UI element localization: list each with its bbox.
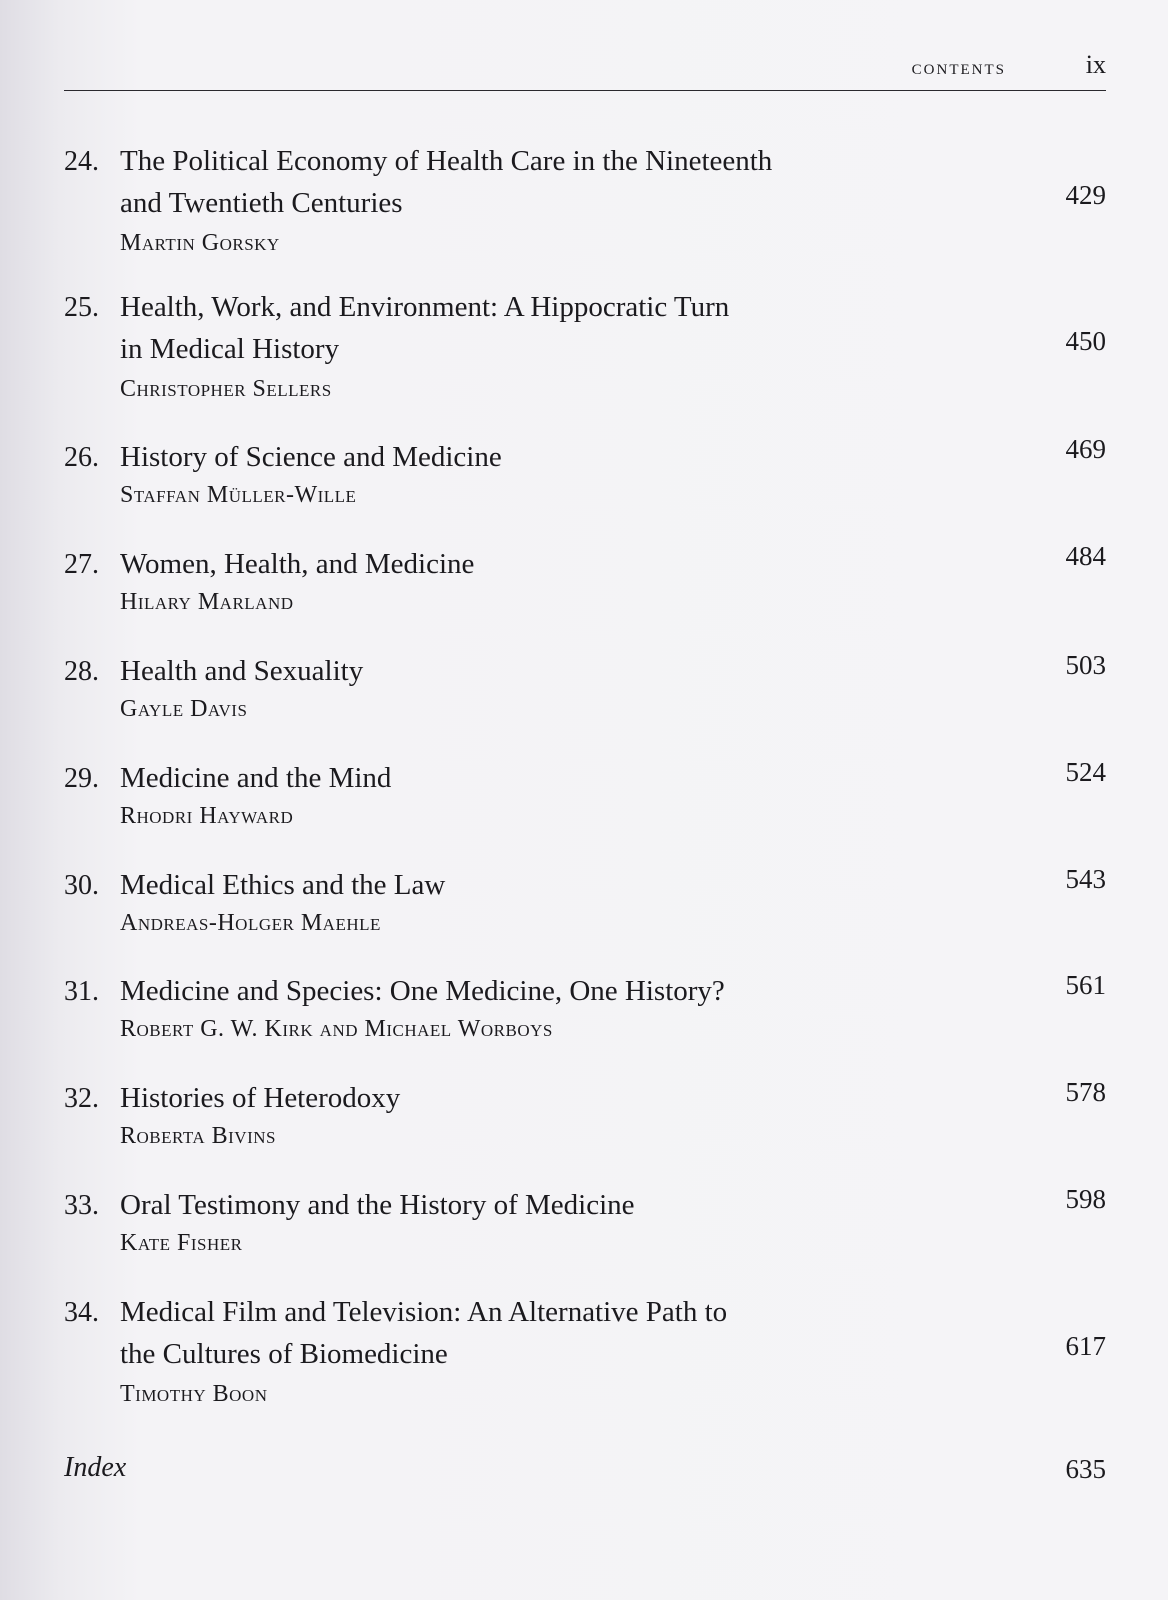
chapter-page: 561 bbox=[1065, 970, 1106, 1000]
index-page: 635 bbox=[1065, 1454, 1106, 1484]
chapter-title bbox=[120, 650, 940, 692]
chapter-number: 24. bbox=[64, 146, 99, 177]
chapter-author: Martin Gorsky bbox=[120, 230, 280, 256]
chapter-author: Kate Fisher bbox=[120, 1230, 243, 1256]
chapter-title bbox=[120, 1077, 940, 1119]
chapter-title-line: Medical Ethics and the Law bbox=[120, 869, 446, 901]
chapter-title-line: Medicine and Species: One Medicine, One History? bbox=[120, 975, 725, 1007]
chapter-title bbox=[120, 1291, 940, 1375]
chapter-page: 484 bbox=[1065, 541, 1106, 571]
chapter-page: 598 bbox=[1065, 1184, 1106, 1214]
chapter-title-line: in Medical History bbox=[120, 333, 340, 365]
chapter-number: 25. bbox=[64, 292, 99, 323]
chapter-title bbox=[120, 436, 940, 478]
chapter-title-line: Histories of Heterodoxy bbox=[120, 1082, 401, 1114]
chapter-page: 450 bbox=[1065, 326, 1106, 356]
chapter-number: 33. bbox=[64, 1190, 99, 1221]
chapter-title bbox=[120, 864, 940, 906]
chapter-title bbox=[120, 970, 940, 1012]
chapter-author: Robert G. W. Kirk and Michael Worboys bbox=[120, 1016, 553, 1042]
page-number: ix bbox=[1085, 50, 1106, 79]
chapter-number: 29. bbox=[64, 763, 99, 794]
chapter-page: 524 bbox=[1065, 757, 1106, 787]
chapter-author: Rhodri Hayward bbox=[120, 803, 294, 829]
chapter-number: 30. bbox=[64, 870, 99, 901]
chapter-title-line: Medicine and the Mind bbox=[120, 762, 392, 794]
chapter-number: 26. bbox=[64, 442, 99, 473]
index-label: Index bbox=[64, 1452, 127, 1483]
chapter-page: 543 bbox=[1065, 864, 1106, 894]
chapter-number: 28. bbox=[64, 656, 99, 687]
chapter-title-line: Women, Health, and Medicine bbox=[120, 548, 475, 580]
chapter-title-line: History of Science and Medicine bbox=[120, 441, 502, 473]
chapter-page: 469 bbox=[1065, 434, 1106, 464]
chapter-number: 32. bbox=[64, 1083, 99, 1114]
chapter-author: Hilary Marland bbox=[120, 589, 294, 615]
chapter-title bbox=[120, 1184, 940, 1226]
chapter-author: Christopher Sellers bbox=[120, 376, 332, 402]
chapter-author: Timothy Boon bbox=[120, 1381, 268, 1407]
page-header bbox=[64, 48, 1106, 91]
chapter-number: 34. bbox=[64, 1297, 99, 1328]
chapter-title-line: and Twentieth Centuries bbox=[120, 187, 403, 219]
chapter-title bbox=[120, 757, 940, 799]
chapter-number: 27. bbox=[64, 549, 99, 580]
chapter-title bbox=[120, 543, 940, 585]
chapter-title-line: Health and Sexuality bbox=[120, 655, 364, 687]
chapter-author: Staffan Müller-Wille bbox=[120, 482, 357, 508]
chapter-title-line: Medical Film and Television: An Alternative Path to bbox=[120, 1296, 728, 1328]
chapter-title bbox=[120, 140, 940, 224]
chapter-page: 429 bbox=[1065, 180, 1106, 210]
chapter-title-line: Health, Work, and Environment: A Hippocratic Turn bbox=[120, 291, 730, 323]
chapter-author: Roberta Bivins bbox=[120, 1123, 276, 1149]
running-head: contents bbox=[911, 54, 1006, 79]
chapter-page: 578 bbox=[1065, 1077, 1106, 1107]
chapter-title-line: the Cultures of Biomedicine bbox=[120, 1338, 448, 1370]
chapter-page: 617 bbox=[1065, 1331, 1106, 1361]
chapter-number: 31. bbox=[64, 976, 99, 1007]
chapter-author: Gayle Davis bbox=[120, 696, 248, 722]
chapter-page: 503 bbox=[1065, 650, 1106, 680]
chapter-title-line: Oral Testimony and the History of Medicine bbox=[120, 1189, 635, 1221]
chapter-title bbox=[120, 286, 940, 370]
chapter-author: Andreas-Holger Maehle bbox=[120, 910, 381, 936]
chapter-title-line: The Political Economy of Health Care in the Nineteenth bbox=[120, 145, 773, 177]
